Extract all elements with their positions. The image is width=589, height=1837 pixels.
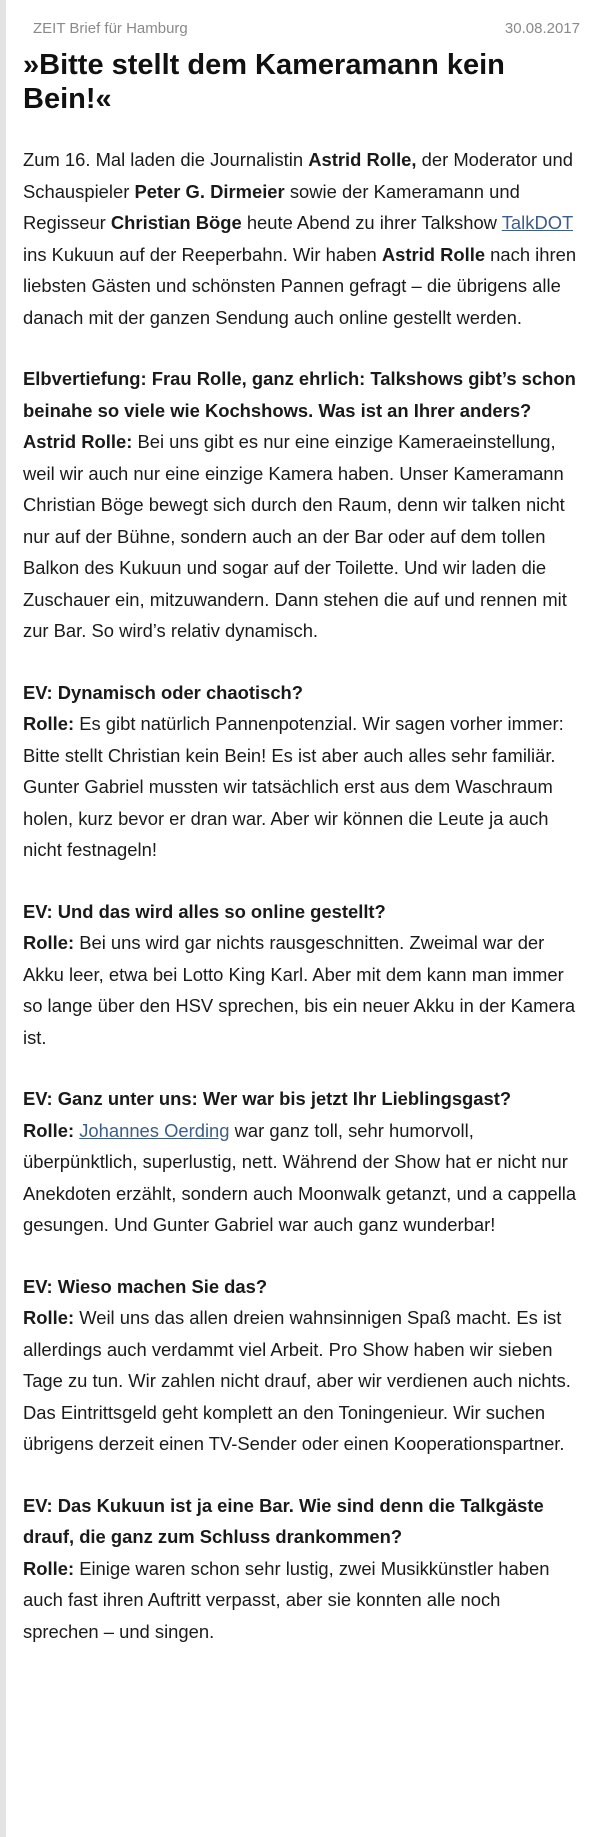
speaker: Rolle: xyxy=(23,932,75,953)
speaker: Rolle: xyxy=(23,1557,75,1579)
name-astrid-rolle: Astrid Rolle xyxy=(381,243,486,265)
newsletter-date: 30.08.2017 xyxy=(504,20,580,37)
intro-text: Zum 16. Mal laden die Journalistin xyxy=(23,149,309,170)
qa-block xyxy=(23,1271,578,1460)
question: Elbvertiefung: Frau Rolle, ganz ehrlich: Talkshows gibt’s schon beinahe so viele wie Kochshows. Was ist an Ihrer anders? xyxy=(23,368,576,421)
question: EV: Und das wird alles so online gestellt? xyxy=(23,900,386,922)
answer: war ganz toll, sehr humorvoll, überpünktlich, superlustig, nett. Während der Show hat er nicht nur Anekdoten erzählt, sondern auch Moonwalk getanzt, und a cappella gesungen. Und Gunter Gabriel war auch ganz wunderbar! xyxy=(23,1119,577,1235)
question: EV: Wieso machen Sie das? xyxy=(23,1275,268,1297)
newsletter-header xyxy=(33,20,580,40)
speaker: Rolle: xyxy=(23,1307,75,1328)
intro-text: der Moderator und Schauspieler xyxy=(23,149,573,202)
qa-block xyxy=(23,896,578,1054)
speaker: Astrid Rolle: xyxy=(23,431,133,452)
answer: Weil uns das allen dreien wahnsinnigen Spaß macht. Es ist allerdings auch verdammt viel Arbeit. Pro Show haben wir sieben Tage zu tun. Wir zahlen nicht drauf, aber wir verdienen auch nichts. Das Eintrittsgeld geht komplett an den Toningenieur. Wir suchen übrigens derzeit einen TV-Sender oder einen Kooperationspartner. xyxy=(23,1307,571,1454)
name-christian-boege: Christian Böge xyxy=(110,212,242,233)
question: EV: Ganz unter uns: Wer war bis jetzt Ihr Lieblingsgast? xyxy=(23,1088,512,1109)
intro-text: heute Abend zu ihrer Talkshow xyxy=(241,212,502,233)
answer: Bei uns gibt es nur eine einzige Kameraeinstellung, weil wir auch nur eine einzige Kamera haben. Unser Kameramann Christian Böge bewegt sich durch den Raum, denn wir talken nicht nur auf der Bühne, sondern auch an der Bar oder auf dem tollen Balkon des Kukuun und sogar auf der Toilette. Und wir laden die Zuschauer ein, mitzuwandern. Dann stehen die auf und rennen mit zur Bar. So wird’s relativ dynamisch. xyxy=(23,431,567,641)
qa-block xyxy=(23,363,578,647)
qa-block xyxy=(23,1083,578,1241)
intro-text: sowie der Kameramann und Regisseur xyxy=(23,180,520,233)
left-border xyxy=(0,0,6,1837)
question: EV: Dynamisch oder chaotisch? xyxy=(23,681,304,703)
intro-text: ins Kukuun auf der Reeperbahn. Wir haben xyxy=(23,243,382,265)
answer: Einige waren schon sehr lustig, zwei Musikkünstler haben auch fast ihren Auftritt verpasst, aber sie konnten alle noch sprechen – und singen. xyxy=(23,1557,550,1642)
qa-block xyxy=(23,677,578,866)
speaker: Rolle: xyxy=(23,713,75,734)
answer: Bei uns wird gar nichts rausgeschnitten. Zweimal war der Akku leer, etwa bei Lotto King Karl. Aber mit dem kann man immer so lange über den HSV sprechen, bis ein neuer Akku in der Kamera ist. xyxy=(23,932,576,1048)
talkdot-link[interactable]: TalkDOT xyxy=(501,212,573,233)
newsletter-source: ZEIT Brief für Hamburg xyxy=(33,20,188,37)
name-peter-dirmeier: Peter G. Dirmeier xyxy=(134,180,285,202)
article-title: »Bitte stellt dem Kameramann kein Bein!« xyxy=(23,49,505,115)
speaker: Rolle: xyxy=(23,1119,75,1141)
answer: Es gibt natürlich Pannenpotenzial. Wir sagen vorher immer: Bitte stellt Christian kein Bein! Es ist aber auch alles sehr familiär. Gunter Gabriel mussten wir tatsächlich erst aus dem Waschraum holen, kurz bevor er dran war. Aber wir können die Leute ja auch nicht festnageln! xyxy=(23,713,564,860)
article xyxy=(23,48,578,1677)
question: EV: Das Kukuun ist ja eine Bar. Wie sind denn die Talkgäste drauf, die ganz zum Schluss drankommen? xyxy=(23,1494,544,1547)
intro-paragraph xyxy=(23,144,578,333)
name-astrid-rolle: Astrid Rolle, xyxy=(308,149,417,170)
intro-text: nach ihren liebsten Gästen und schönsten Pannen gefragt – die übrigens alle danach mit der ganzen Sendung auch online gestellt werden. xyxy=(23,243,577,328)
qa-block xyxy=(23,1490,578,1648)
johannes-oerding-link[interactable]: Johannes Oerding xyxy=(79,1119,230,1141)
